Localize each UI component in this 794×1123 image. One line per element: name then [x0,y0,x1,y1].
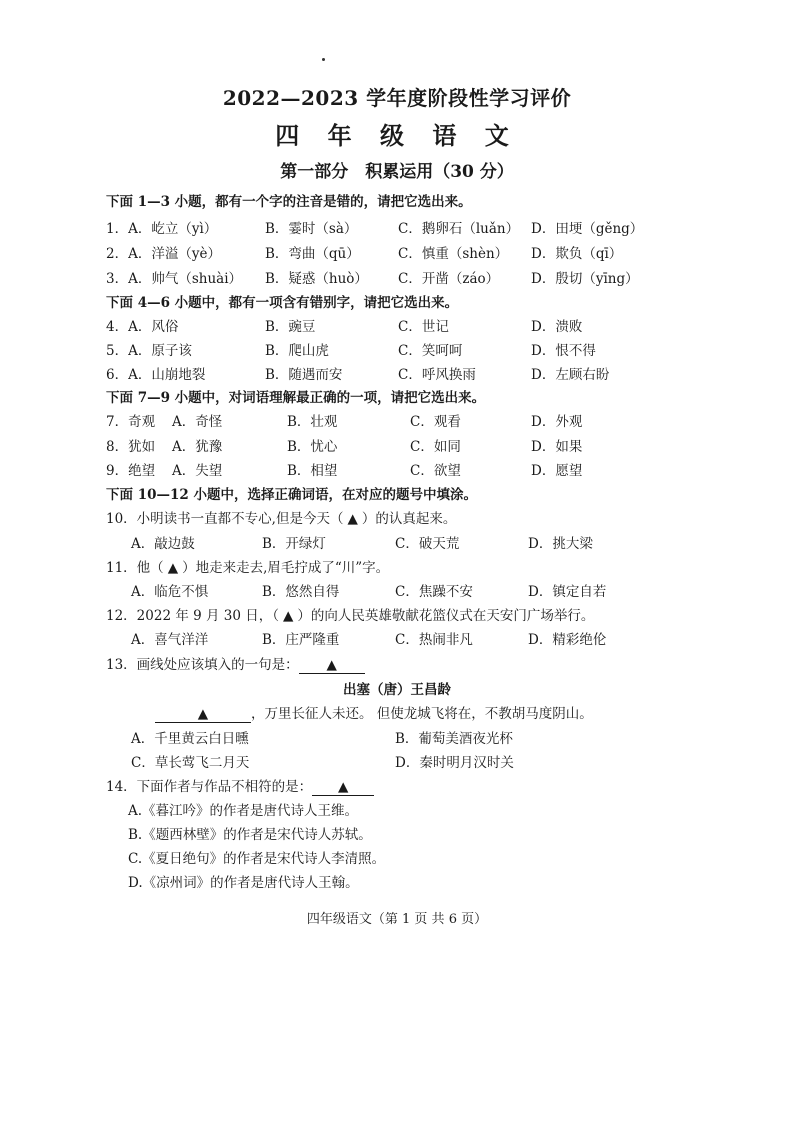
q5-option-d: D．恨不得 [531,343,596,359]
answer-blank [312,779,374,796]
q10-option-d: D．挑大梁 [528,536,593,552]
q2-option-a: 2．A．洋溢（yè） [106,246,221,262]
triangle-mark: ▲ [197,706,209,722]
q5-option-c: C．笑呵呵 [398,343,463,359]
q13-stem [106,656,365,674]
q13-option-c: C．草长莺飞二月天 [131,755,250,771]
q12-option-c: C．热闹非凡 [395,632,473,648]
poem-blank [155,706,251,723]
poem-line [155,705,593,723]
q13-option-b: B．葡萄美酒夜光杯 [395,731,513,747]
q3-option-d: D．殷切（yīng） [531,271,639,287]
q4-option-c: C．世记 [398,319,449,335]
page-footer: 四年级语文（第 1 页 共 6 页） [306,912,488,927]
q12-stem [106,607,594,625]
q11-option-b: B．悠然自得 [262,584,340,600]
q2-option-b: B．弯曲（qū） [265,246,360,262]
q3-option-b: B．疑惑（huò） [265,271,368,287]
q9-option-a: A．失望 [172,463,223,479]
q11-option-c: C．焦躁不安 [395,584,473,600]
q2-option-d: D．欺负（qī） [531,246,623,262]
q1-option-a: 1．A．屹立（yì） [106,221,218,237]
q6-option-d: D．左顾右盼 [531,367,610,383]
section-instruction-1: 下面 1—3 小题，都有一个字的注音是错的，请把它选出来。 [106,194,472,210]
q6-option-a: 6．A．山崩地裂 [106,367,206,383]
q1-option-c: C．鹅卵石（luǎn） [398,221,520,237]
section-instruction-4: 下面 10—12 小题中，选择正确词语，在对应的题号中填涂。 [106,487,477,503]
q4-option-a: 4．A．风俗 [106,319,179,335]
section-instruction-2: 下面 4—6 小题中，都有一项含有错别字，请把它选出来。 [106,295,459,311]
q12-option-d: D．精彩绝伦 [528,632,607,648]
q6-option-c: C．呼风换雨 [398,367,476,383]
q7-stem: 7．奇观 [106,414,156,430]
q13-option-d: D．秦时明月汉时关 [395,755,514,771]
answer-blank [299,657,365,674]
q1-option-d: D．田埂（gěng） [531,221,644,237]
subject-title: 四 年 级 语 文 [275,121,519,150]
q5-option-a: 5．A．原子该 [106,343,192,359]
q12-option-b: B．庄严隆重 [262,632,340,648]
q8-option-b: B．忧心 [287,439,338,455]
q11-option-a: A．临危不惧 [131,584,209,600]
q7-option-a: A．奇怪 [172,414,223,430]
q11-stem-end: ）地走来走去,眉毛拧成了“川”字。 [182,560,390,576]
q8-option-d: D．如果 [531,439,583,455]
q7-option-d: D．外观 [531,414,583,430]
q14-stem [106,778,374,796]
q9-stem: 9．绝望 [106,463,156,479]
q7-option-b: B．壮观 [287,414,338,430]
poem-rest: ，万里长征人未还。 但使龙城飞将在，不教胡马度阴山。 [251,706,593,722]
q12-option-a: A．喜气洋洋 [131,632,209,648]
q14-stem-text: 14．下面作者与作品不相符的是： [106,779,313,795]
q12-stem-start: 12．2022 年 9 月 30 日，（ [106,608,280,624]
q6-option-b: B．随遇而安 [265,367,343,383]
q14-option-b: B.《题西林壁》的作者是宋代诗人苏轼。 [128,827,372,843]
q4-option-d: D．溃败 [531,319,583,335]
q9-option-d: D．愿望 [531,463,583,479]
scan-speck [322,58,325,61]
section-instruction-3: 下面 7—9 小题中，对词语理解最正确的一项，请把它选出来。 [106,390,486,406]
q12-stem-end: ）的向人民英雄敬献花篮仪式在天安门广场举行。 [297,608,595,624]
q8-option-a: A．犹豫 [172,439,223,455]
q7-option-c: C．观看 [410,414,461,430]
triangle-mark: ▲ [347,511,358,527]
q2-option-c: C．慎重（shèn） [398,246,509,262]
q8-stem: 8．犹如 [106,439,156,455]
q11-stem-start: 11．他（ [106,560,164,576]
q8-option-c: C．如同 [410,439,461,455]
q3-option-c: C．开凿（záo） [398,271,500,287]
triangle-mark: ▲ [167,560,179,576]
q9-option-b: B．相望 [287,463,338,479]
q1-option-b: B．霎时（sà） [265,221,358,237]
q11-option-d: D．镇定自若 [528,584,607,600]
q4-option-b: B．豌豆 [265,319,316,335]
part-title: 第一部分 积累运用（30 分） [280,162,514,182]
q14-option-a: A.《暮江吟》的作者是唐代诗人王维。 [128,803,359,819]
poem-title: 出塞（唐）王昌龄 [343,682,451,698]
q10-stem-end: ）的认真起来。 [361,511,457,527]
q10-stem-start: 10．小明读书一直都不专心,但是今天（ [106,511,344,527]
q10-option-b: B．开绿灯 [262,536,326,552]
q13-stem-text: 13．画线处应该填入的一句是： [106,657,299,673]
q10-option-a: A．敲边鼓 [131,536,195,552]
q14-option-c: C.《夏日绝句》的作者是宋代诗人李清照。 [128,851,386,867]
q13-option-a: A．千里黄云白日曛 [131,731,249,747]
triangle-mark: ▲ [326,657,337,673]
q3-option-a: 3．A．帅气（shuài） [106,271,243,287]
triangle-mark: ▲ [337,779,349,795]
triangle-mark: ▲ [283,608,294,624]
q5-option-b: B．爬山虎 [265,343,329,359]
q10-stem [106,510,456,528]
q11-stem [106,559,389,577]
q10-option-c: C．破天荒 [395,536,460,552]
q9-option-c: C．欲望 [410,463,461,479]
q14-option-d: D.《凉州词》的作者是唐代诗人王翰。 [128,875,359,891]
year-title: 2022—2023 学年度阶段性学习评价 [222,86,572,110]
